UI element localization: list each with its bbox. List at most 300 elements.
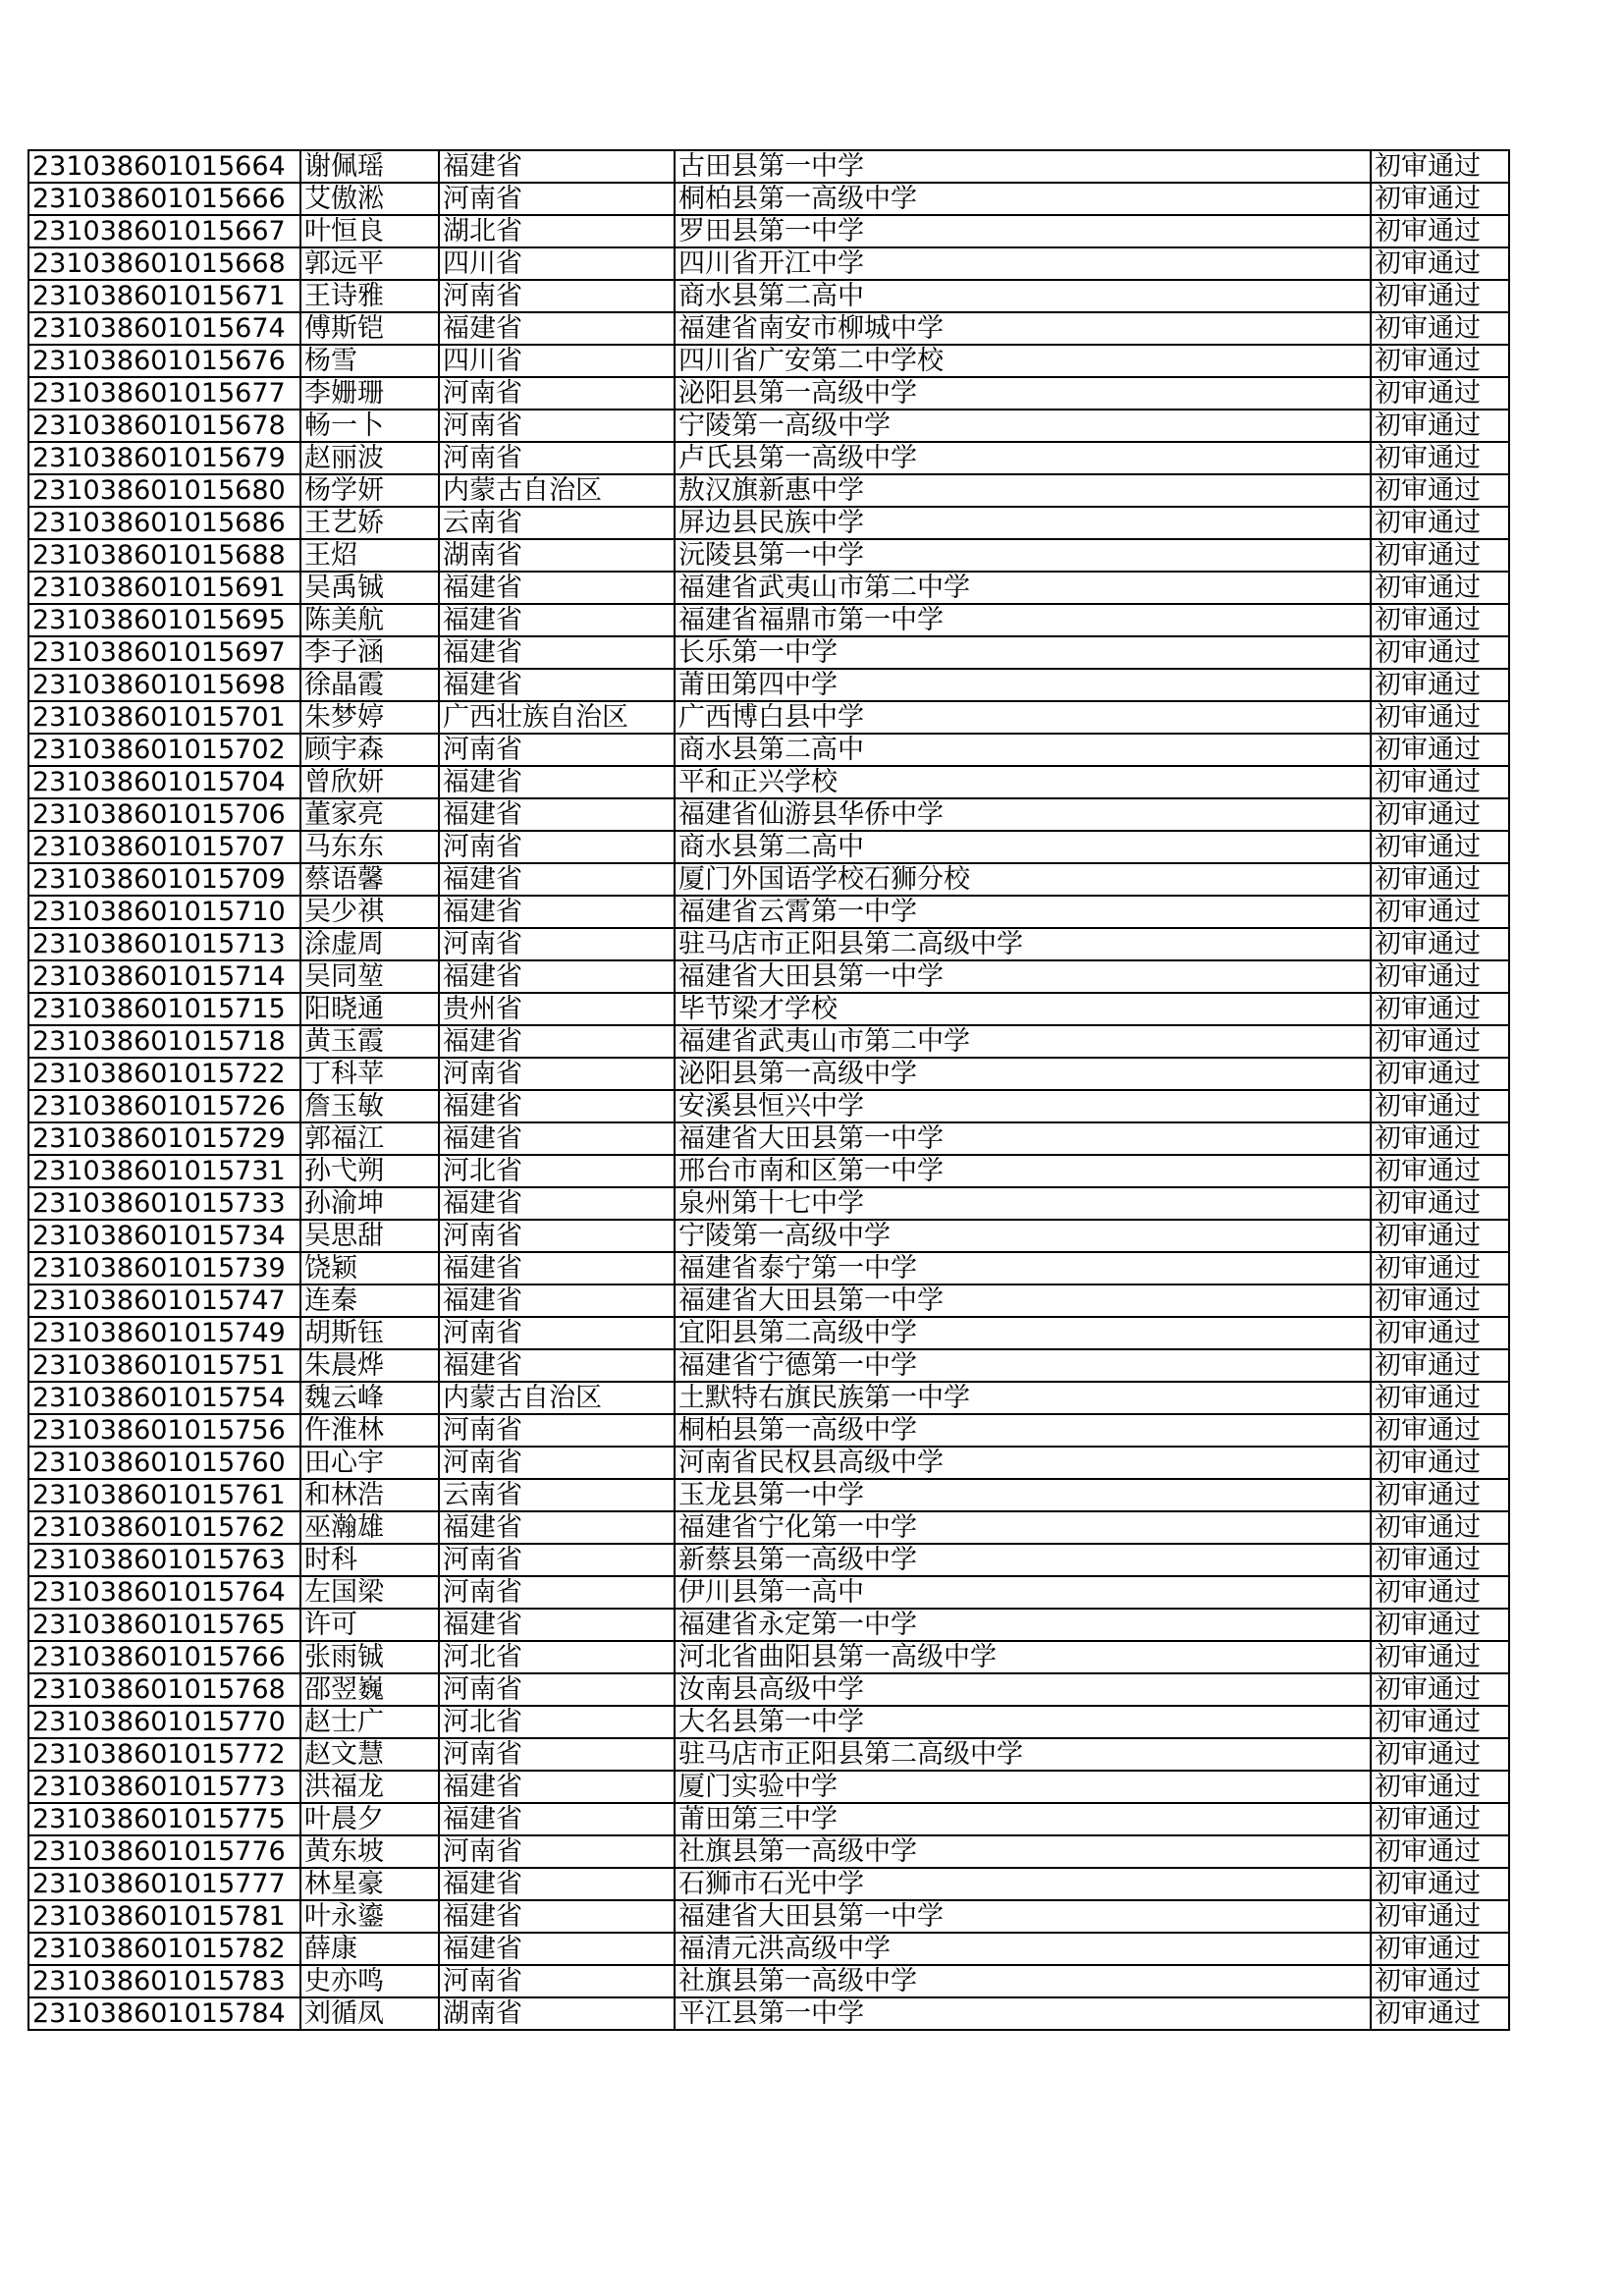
cell-status: 初审通过: [1371, 1252, 1509, 1285]
cell-id: 231038601015773: [28, 1771, 300, 1803]
cell-name: 朱梦婷: [300, 701, 439, 734]
cell-province: 河北省: [439, 1155, 675, 1187]
cell-status: 初审通过: [1371, 377, 1509, 410]
cell-province: 福建省: [439, 1025, 675, 1058]
cell-name: 林星豪: [300, 1868, 439, 1900]
cell-status: 初审通过: [1371, 1576, 1509, 1609]
cell-province: 河南省: [439, 1673, 675, 1706]
cell-name: 黄东坡: [300, 1835, 439, 1868]
cell-id: 231038601015713: [28, 928, 300, 960]
cell-id: 231038601015680: [28, 474, 300, 507]
cell-school: 厦门外国语学校石狮分校: [675, 863, 1371, 896]
cell-name: 许可: [300, 1609, 439, 1641]
cell-status: 初审通过: [1371, 701, 1509, 734]
table-row: [28, 1058, 1509, 1090]
table-row: [28, 1382, 1509, 1414]
cell-id: 231038601015764: [28, 1576, 300, 1609]
cell-id: 231038601015678: [28, 410, 300, 442]
cell-status: 初审通过: [1371, 1835, 1509, 1868]
cell-status: 初审通过: [1371, 604, 1509, 636]
cell-province: 河南省: [439, 1414, 675, 1447]
cell-province: 福建省: [439, 863, 675, 896]
cell-province: 福建省: [439, 572, 675, 604]
cell-id: 231038601015776: [28, 1835, 300, 1868]
cell-province: 河南省: [439, 410, 675, 442]
table-row: [28, 863, 1509, 896]
cell-id: 231038601015722: [28, 1058, 300, 1090]
cell-status: 初审通过: [1371, 572, 1509, 604]
table-row: [28, 247, 1509, 280]
cell-id: 231038601015695: [28, 604, 300, 636]
cell-name: 赵文慧: [300, 1738, 439, 1771]
cell-province: 贵州省: [439, 993, 675, 1025]
cell-id: 231038601015784: [28, 1997, 300, 2030]
cell-province: 福建省: [439, 1349, 675, 1382]
cell-name: 蔡语馨: [300, 863, 439, 896]
cell-name: 史亦鸣: [300, 1965, 439, 1997]
cell-province: 河北省: [439, 1706, 675, 1738]
cell-id: 231038601015677: [28, 377, 300, 410]
cell-province: 福建省: [439, 1511, 675, 1544]
cell-status: 初审通过: [1371, 1479, 1509, 1511]
cell-name: 吴同堃: [300, 960, 439, 993]
table-row: [28, 1868, 1509, 1900]
cell-id: 231038601015664: [28, 150, 300, 183]
table-row: [28, 410, 1509, 442]
cell-id: 231038601015688: [28, 539, 300, 572]
cell-id: 231038601015698: [28, 669, 300, 701]
table-row: [28, 474, 1509, 507]
cell-school: 平江县第一中学: [675, 1997, 1371, 2030]
cell-id: 231038601015679: [28, 442, 300, 474]
cell-province: 福建省: [439, 636, 675, 669]
cell-province: 福建省: [439, 798, 675, 831]
cell-school: 莆田第四中学: [675, 669, 1371, 701]
cell-id: 231038601015772: [28, 1738, 300, 1771]
cell-school: 福建省宁化第一中学: [675, 1511, 1371, 1544]
cell-province: 福建省: [439, 604, 675, 636]
cell-status: 初审通过: [1371, 1382, 1509, 1414]
table-row: [28, 636, 1509, 669]
cell-school: 泌阳县第一高级中学: [675, 377, 1371, 410]
cell-id: 231038601015751: [28, 1349, 300, 1382]
cell-school: 福清元洪高级中学: [675, 1933, 1371, 1965]
cell-name: 薛康: [300, 1933, 439, 1965]
table-row: [28, 1576, 1509, 1609]
cell-school: 福建省武夷山市第二中学: [675, 1025, 1371, 1058]
cell-status: 初审通过: [1371, 1738, 1509, 1771]
table-row: [28, 1965, 1509, 1997]
table-row: [28, 572, 1509, 604]
cell-status: 初审通过: [1371, 150, 1509, 183]
cell-name: 艾傲淞: [300, 183, 439, 215]
cell-province: 河南省: [439, 183, 675, 215]
cell-id: 231038601015704: [28, 766, 300, 798]
cell-name: 马东东: [300, 831, 439, 863]
cell-province: 福建省: [439, 1771, 675, 1803]
cell-school: 福建省南安市柳城中学: [675, 312, 1371, 345]
cell-name: 阳晓通: [300, 993, 439, 1025]
table-row: [28, 1414, 1509, 1447]
cell-id: 231038601015706: [28, 798, 300, 831]
cell-school: 社旗县第一高级中学: [675, 1835, 1371, 1868]
cell-school: 福建省永定第一中学: [675, 1609, 1371, 1641]
cell-province: 河南省: [439, 1220, 675, 1252]
cell-name: 王诗雅: [300, 280, 439, 312]
cell-province: 河南省: [439, 1576, 675, 1609]
cell-school: 沅陵县第一中学: [675, 539, 1371, 572]
cell-province: 福建省: [439, 1803, 675, 1835]
cell-province: 福建省: [439, 669, 675, 701]
table-row: [28, 1349, 1509, 1382]
cell-school: 福建省大田县第一中学: [675, 1285, 1371, 1317]
cell-school: 商水县第二高中: [675, 734, 1371, 766]
cell-status: 初审通过: [1371, 993, 1509, 1025]
cell-name: 吴思甜: [300, 1220, 439, 1252]
cell-name: 杨学妍: [300, 474, 439, 507]
cell-province: 河南省: [439, 1835, 675, 1868]
cell-status: 初审通过: [1371, 1609, 1509, 1641]
cell-school: 河南省民权县高级中学: [675, 1447, 1371, 1479]
cell-id: 231038601015775: [28, 1803, 300, 1835]
cell-status: 初审通过: [1371, 928, 1509, 960]
table-row: [28, 993, 1509, 1025]
table-row: [28, 1447, 1509, 1479]
cell-id: 231038601015747: [28, 1285, 300, 1317]
cell-id: 231038601015667: [28, 215, 300, 247]
cell-name: 徐晶霞: [300, 669, 439, 701]
cell-status: 初审通过: [1371, 1122, 1509, 1155]
cell-name: 吴禹铖: [300, 572, 439, 604]
cell-id: 231038601015777: [28, 1868, 300, 1900]
cell-id: 231038601015733: [28, 1187, 300, 1220]
cell-province: 云南省: [439, 1479, 675, 1511]
cell-school: 广西博白县中学: [675, 701, 1371, 734]
cell-id: 231038601015754: [28, 1382, 300, 1414]
cell-name: 李姗珊: [300, 377, 439, 410]
cell-id: 231038601015765: [28, 1609, 300, 1641]
cell-province: 福建省: [439, 150, 675, 183]
table-body: [28, 150, 1509, 2030]
table-row: [28, 1122, 1509, 1155]
table-row: [28, 701, 1509, 734]
cell-school: 四川省开江中学: [675, 247, 1371, 280]
cell-school: 福建省大田县第一中学: [675, 1900, 1371, 1933]
cell-status: 初审通过: [1371, 1933, 1509, 1965]
cell-school: 福建省大田县第一中学: [675, 1122, 1371, 1155]
applicant-table: [27, 149, 1510, 2031]
cell-id: 231038601015760: [28, 1447, 300, 1479]
table-row: [28, 1155, 1509, 1187]
cell-name: 李子涵: [300, 636, 439, 669]
cell-status: 初审通过: [1371, 1868, 1509, 1900]
cell-name: 谢佩瑶: [300, 150, 439, 183]
cell-school: 长乐第一中学: [675, 636, 1371, 669]
cell-name: 孙渝坤: [300, 1187, 439, 1220]
cell-status: 初审通过: [1371, 1511, 1509, 1544]
cell-name: 田心宇: [300, 1447, 439, 1479]
cell-status: 初审通过: [1371, 766, 1509, 798]
cell-id: 231038601015756: [28, 1414, 300, 1447]
table-row: [28, 312, 1509, 345]
table-row: [28, 734, 1509, 766]
table-row: [28, 1479, 1509, 1511]
cell-name: 左国梁: [300, 1576, 439, 1609]
cell-name: 郭远平: [300, 247, 439, 280]
cell-id: 231038601015701: [28, 701, 300, 734]
cell-status: 初审通过: [1371, 183, 1509, 215]
cell-school: 商水县第二高中: [675, 280, 1371, 312]
cell-name: 孙弋朔: [300, 1155, 439, 1187]
table-row: [28, 1738, 1509, 1771]
cell-school: 宜阳县第二高级中学: [675, 1317, 1371, 1349]
cell-province: 河南省: [439, 377, 675, 410]
cell-id: 231038601015676: [28, 345, 300, 377]
cell-status: 初审通过: [1371, 1771, 1509, 1803]
cell-school: 邢台市南和区第一中学: [675, 1155, 1371, 1187]
cell-school: 福建省泰宁第一中学: [675, 1252, 1371, 1285]
cell-id: 231038601015709: [28, 863, 300, 896]
cell-province: 河南省: [439, 1965, 675, 1997]
table-row: [28, 1025, 1509, 1058]
cell-name: 魏云峰: [300, 1382, 439, 1414]
cell-name: 叶永鎏: [300, 1900, 439, 1933]
cell-status: 初审通过: [1371, 1965, 1509, 1997]
cell-province: 河南省: [439, 1447, 675, 1479]
table-row: [28, 1803, 1509, 1835]
cell-school: 罗田县第一中学: [675, 215, 1371, 247]
cell-status: 初审通过: [1371, 1641, 1509, 1673]
table-row: [28, 1544, 1509, 1576]
cell-id: 231038601015674: [28, 312, 300, 345]
cell-school: 厦门实验中学: [675, 1771, 1371, 1803]
cell-school: 伊川县第一高中: [675, 1576, 1371, 1609]
cell-id: 231038601015782: [28, 1933, 300, 1965]
cell-id: 231038601015729: [28, 1122, 300, 1155]
cell-province: 福建省: [439, 1900, 675, 1933]
cell-school: 福建省仙游县华侨中学: [675, 798, 1371, 831]
cell-school: 福建省云霄第一中学: [675, 896, 1371, 928]
cell-status: 初审通过: [1371, 345, 1509, 377]
table-row: [28, 1187, 1509, 1220]
cell-school: 卢氏县第一高级中学: [675, 442, 1371, 474]
cell-name: 涂虚周: [300, 928, 439, 960]
cell-status: 初审通过: [1371, 1220, 1509, 1252]
cell-province: 福建省: [439, 312, 675, 345]
cell-province: 云南省: [439, 507, 675, 539]
table-row: [28, 1835, 1509, 1868]
cell-status: 初审通过: [1371, 1803, 1509, 1835]
cell-school: 驻马店市正阳县第二高级中学: [675, 1738, 1371, 1771]
table-row: [28, 928, 1509, 960]
cell-province: 四川省: [439, 247, 675, 280]
cell-status: 初审通过: [1371, 1900, 1509, 1933]
cell-id: 231038601015762: [28, 1511, 300, 1544]
cell-school: 新蔡县第一高级中学: [675, 1544, 1371, 1576]
cell-school: 商水县第二高中: [675, 831, 1371, 863]
cell-id: 231038601015770: [28, 1706, 300, 1738]
table-row: [28, 798, 1509, 831]
cell-school: 宁陵第一高级中学: [675, 410, 1371, 442]
table-row: [28, 669, 1509, 701]
table-row: [28, 1900, 1509, 1933]
cell-id: 231038601015714: [28, 960, 300, 993]
table-row: [28, 766, 1509, 798]
cell-province: 福建省: [439, 1933, 675, 1965]
cell-name: 刘循凤: [300, 1997, 439, 2030]
cell-name: 和林浩: [300, 1479, 439, 1511]
table-row: [28, 215, 1509, 247]
table-row: [28, 960, 1509, 993]
cell-name: 洪福龙: [300, 1771, 439, 1803]
cell-province: 内蒙古自治区: [439, 474, 675, 507]
cell-status: 初审通过: [1371, 1155, 1509, 1187]
cell-id: 231038601015763: [28, 1544, 300, 1576]
cell-name: 饶颖: [300, 1252, 439, 1285]
cell-name: 赵士广: [300, 1706, 439, 1738]
cell-province: 福建省: [439, 1090, 675, 1122]
cell-province: 河南省: [439, 280, 675, 312]
cell-province: 福建省: [439, 1122, 675, 1155]
cell-id: 231038601015734: [28, 1220, 300, 1252]
table-row: [28, 1997, 1509, 2030]
cell-school: 古田县第一中学: [675, 150, 1371, 183]
cell-status: 初审通过: [1371, 410, 1509, 442]
cell-school: 毕节梁才学校: [675, 993, 1371, 1025]
cell-province: 河南省: [439, 1317, 675, 1349]
cell-name: 畅一卜: [300, 410, 439, 442]
cell-id: 231038601015761: [28, 1479, 300, 1511]
cell-school: 河北省曲阳县第一高级中学: [675, 1641, 1371, 1673]
cell-name: 詹玉敏: [300, 1090, 439, 1122]
cell-name: 傅斯铠: [300, 312, 439, 345]
cell-school: 福建省福鼎市第一中学: [675, 604, 1371, 636]
table-row: [28, 442, 1509, 474]
cell-id: 231038601015707: [28, 831, 300, 863]
cell-school: 福建省武夷山市第二中学: [675, 572, 1371, 604]
table-row: [28, 150, 1509, 183]
cell-id: 231038601015731: [28, 1155, 300, 1187]
cell-status: 初审通过: [1371, 247, 1509, 280]
cell-id: 231038601015668: [28, 247, 300, 280]
cell-province: 湖南省: [439, 1997, 675, 2030]
cell-school: 汝南县高级中学: [675, 1673, 1371, 1706]
cell-status: 初审通过: [1371, 1414, 1509, 1447]
cell-name: 郭福江: [300, 1122, 439, 1155]
table-row: [28, 1285, 1509, 1317]
cell-province: 湖南省: [439, 539, 675, 572]
table-row: [28, 183, 1509, 215]
cell-id: 231038601015697: [28, 636, 300, 669]
cell-status: 初审通过: [1371, 539, 1509, 572]
cell-name: 杨雪: [300, 345, 439, 377]
cell-school: 桐柏县第一高级中学: [675, 1414, 1371, 1447]
table-row: [28, 377, 1509, 410]
cell-status: 初审通过: [1371, 1317, 1509, 1349]
cell-status: 初审通过: [1371, 960, 1509, 993]
cell-name: 王艺娇: [300, 507, 439, 539]
cell-status: 初审通过: [1371, 831, 1509, 863]
table-row: [28, 1673, 1509, 1706]
cell-status: 初审通过: [1371, 798, 1509, 831]
cell-id: 231038601015718: [28, 1025, 300, 1058]
cell-school: 福建省大田县第一中学: [675, 960, 1371, 993]
cell-province: 河南省: [439, 734, 675, 766]
table-row: [28, 1252, 1509, 1285]
table-row: [28, 1220, 1509, 1252]
cell-school: 桐柏县第一高级中学: [675, 183, 1371, 215]
cell-id: 231038601015691: [28, 572, 300, 604]
cell-province: 河北省: [439, 1641, 675, 1673]
cell-school: 屏边县民族中学: [675, 507, 1371, 539]
cell-province: 河南省: [439, 1738, 675, 1771]
cell-status: 初审通过: [1371, 669, 1509, 701]
cell-province: 福建省: [439, 896, 675, 928]
cell-school: 玉龙县第一中学: [675, 1479, 1371, 1511]
cell-school: 驻马店市正阳县第二高级中学: [675, 928, 1371, 960]
table-row: [28, 539, 1509, 572]
cell-province: 湖北省: [439, 215, 675, 247]
cell-province: 河南省: [439, 442, 675, 474]
cell-id: 231038601015686: [28, 507, 300, 539]
cell-id: 231038601015768: [28, 1673, 300, 1706]
table-row: [28, 831, 1509, 863]
cell-name: 连秦: [300, 1285, 439, 1317]
cell-id: 231038601015781: [28, 1900, 300, 1933]
cell-province: 四川省: [439, 345, 675, 377]
cell-status: 初审通过: [1371, 1090, 1509, 1122]
cell-status: 初审通过: [1371, 1673, 1509, 1706]
cell-province: 福建省: [439, 1252, 675, 1285]
cell-school: 敖汉旗新惠中学: [675, 474, 1371, 507]
cell-status: 初审通过: [1371, 312, 1509, 345]
table-row: [28, 1511, 1509, 1544]
cell-school: 泌阳县第一高级中学: [675, 1058, 1371, 1090]
cell-school: 大名县第一中学: [675, 1706, 1371, 1738]
table-row: [28, 1933, 1509, 1965]
table-row: [28, 1090, 1509, 1122]
cell-id: 231038601015739: [28, 1252, 300, 1285]
cell-name: 时科: [300, 1544, 439, 1576]
cell-province: 福建省: [439, 1609, 675, 1641]
table-row: [28, 1771, 1509, 1803]
cell-name: 叶晨夕: [300, 1803, 439, 1835]
cell-name: 董家亮: [300, 798, 439, 831]
cell-name: 巫瀚雄: [300, 1511, 439, 1544]
cell-status: 初审通过: [1371, 1706, 1509, 1738]
cell-name: 黄玉霞: [300, 1025, 439, 1058]
cell-status: 初审通过: [1371, 474, 1509, 507]
cell-school: 四川省广安第二中学校: [675, 345, 1371, 377]
table-row: [28, 280, 1509, 312]
cell-school: 社旗县第一高级中学: [675, 1965, 1371, 1997]
cell-status: 初审通过: [1371, 1285, 1509, 1317]
cell-id: 231038601015702: [28, 734, 300, 766]
cell-status: 初审通过: [1371, 1997, 1509, 2030]
cell-province: 内蒙古自治区: [439, 1382, 675, 1414]
table-row: [28, 345, 1509, 377]
cell-school: 土默特右旗民族第一中学: [675, 1382, 1371, 1414]
cell-province: 广西壮族自治区: [439, 701, 675, 734]
cell-status: 初审通过: [1371, 1447, 1509, 1479]
cell-status: 初审通过: [1371, 1058, 1509, 1090]
cell-name: 顾宇森: [300, 734, 439, 766]
cell-province: 河南省: [439, 1058, 675, 1090]
cell-id: 231038601015715: [28, 993, 300, 1025]
cell-school: 宁陵第一高级中学: [675, 1220, 1371, 1252]
table-row: [28, 1706, 1509, 1738]
cell-id: 231038601015783: [28, 1965, 300, 1997]
